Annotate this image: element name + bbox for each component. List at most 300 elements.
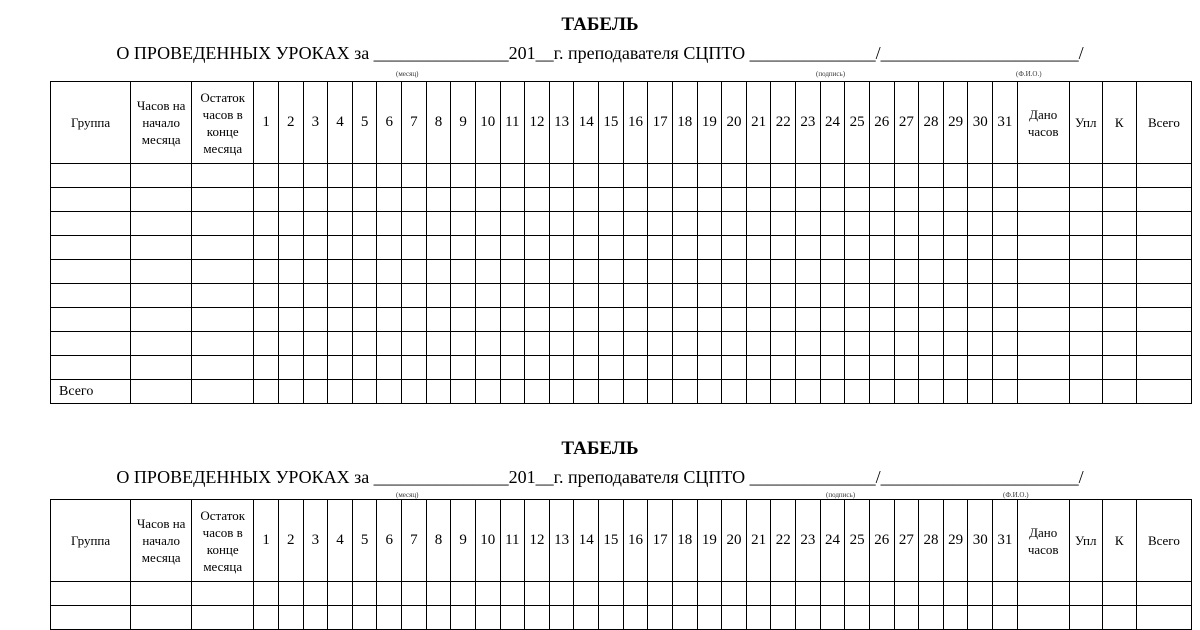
table-cell[interactable] [278,236,303,260]
table-cell[interactable] [1102,164,1136,188]
table-cell[interactable] [352,606,377,630]
table-cell[interactable] [796,308,821,332]
table-cell[interactable] [303,308,328,332]
table-cell[interactable] [746,582,771,606]
table-cell[interactable] [1017,236,1069,260]
table-cell[interactable] [722,164,747,188]
table-cell[interactable] [1102,212,1136,236]
table-cell[interactable] [525,236,550,260]
table-cell[interactable] [278,380,303,404]
table-cell[interactable] [599,260,624,284]
table-cell[interactable] [894,188,919,212]
table-cell[interactable] [746,332,771,356]
table-cell[interactable] [746,308,771,332]
table-cell[interactable] [746,188,771,212]
table-cell[interactable] [377,284,402,308]
table-cell[interactable] [377,606,402,630]
table-cell[interactable] [377,188,402,212]
table-cell[interactable] [475,606,500,630]
table-cell[interactable] [697,284,722,308]
table-cell[interactable] [746,236,771,260]
table-cell[interactable] [796,188,821,212]
table-cell[interactable] [475,188,500,212]
table-cell[interactable] [796,606,821,630]
table-cell[interactable] [1017,332,1069,356]
table-cell[interactable] [796,212,821,236]
table-cell[interactable] [278,260,303,284]
table-cell[interactable] [746,606,771,630]
table-cell[interactable] [525,582,550,606]
table-cell[interactable] [303,332,328,356]
table-cell[interactable] [192,332,254,356]
table-cell[interactable] [500,356,525,380]
table-cell[interactable] [796,284,821,308]
table-cell[interactable] [1102,284,1136,308]
table-cell[interactable] [402,332,427,356]
table-cell[interactable] [968,260,993,284]
table-cell[interactable] [796,260,821,284]
table-cell[interactable] [254,188,279,212]
table-cell[interactable] [328,356,353,380]
table-cell[interactable] [328,380,353,404]
table-cell[interactable] [475,380,500,404]
table-cell[interactable] [771,606,796,630]
table-cell[interactable] [549,164,574,188]
table-cell[interactable] [500,332,525,356]
table-cell[interactable] [943,332,968,356]
table-cell[interactable] [993,188,1018,212]
table-cell[interactable] [352,188,377,212]
table-cell[interactable] [943,188,968,212]
table-cell[interactable] [500,380,525,404]
table-cell[interactable] [192,260,254,284]
table-cell[interactable] [500,188,525,212]
table-cell[interactable] [426,212,451,236]
table-cell[interactable] [894,236,919,260]
table-cell[interactable] [1069,260,1102,284]
table-cell[interactable] [672,582,697,606]
table-cell[interactable] [943,606,968,630]
table-cell[interactable] [525,606,550,630]
table-cell[interactable] [254,380,279,404]
table-cell[interactable] [303,356,328,380]
table-cell[interactable] [968,188,993,212]
table-cell[interactable] [869,164,894,188]
table-cell[interactable] [451,260,476,284]
table-cell[interactable] [500,236,525,260]
table-cell[interactable] [549,188,574,212]
table-cell[interactable] [500,284,525,308]
table-cell[interactable] [303,284,328,308]
table-cell[interactable] [475,212,500,236]
table-cell[interactable] [1102,188,1136,212]
table-cell[interactable] [1069,606,1102,630]
table-cell[interactable] [352,380,377,404]
table-cell[interactable] [722,212,747,236]
table-cell[interactable] [894,164,919,188]
table-cell[interactable] [771,356,796,380]
table-cell[interactable] [426,582,451,606]
table-cell[interactable] [623,260,648,284]
table-cell[interactable] [1017,164,1069,188]
table-cell[interactable] [352,260,377,284]
table-cell[interactable] [599,308,624,332]
table-cell[interactable] [672,164,697,188]
table-cell[interactable] [894,606,919,630]
table-cell[interactable] [894,260,919,284]
table-cell[interactable] [796,356,821,380]
table-cell[interactable] [525,260,550,284]
table-cell[interactable] [968,606,993,630]
table-cell[interactable] [648,236,673,260]
table-cell[interactable] [623,356,648,380]
table-cell[interactable] [648,212,673,236]
table-cell[interactable] [352,236,377,260]
table-cell[interactable] [993,606,1018,630]
table-cell[interactable] [549,236,574,260]
table-cell[interactable] [968,356,993,380]
table-cell[interactable] [869,236,894,260]
table-cell[interactable] [574,332,599,356]
table-cell[interactable] [1069,164,1102,188]
table-cell[interactable] [820,380,845,404]
table-cell[interactable] [525,188,550,212]
table-cell[interactable] [426,188,451,212]
table-cell[interactable] [943,260,968,284]
table-cell[interactable] [402,212,427,236]
table-cell[interactable] [796,332,821,356]
table-cell[interactable] [278,308,303,332]
table-cell[interactable] [328,212,353,236]
table-cell[interactable] [1136,212,1191,236]
table-cell[interactable] [475,582,500,606]
table-cell[interactable] [845,236,870,260]
table-cell[interactable] [51,260,131,284]
table-cell[interactable] [352,332,377,356]
table-cell[interactable] [574,356,599,380]
table-cell[interactable] [993,308,1018,332]
table-cell[interactable] [377,164,402,188]
table-cell[interactable] [1017,260,1069,284]
table-cell[interactable] [192,236,254,260]
table-cell[interactable] [722,582,747,606]
table-cell[interactable] [451,332,476,356]
table-cell[interactable] [1102,236,1136,260]
table-cell[interactable] [697,236,722,260]
table-cell[interactable] [1069,356,1102,380]
table-cell[interactable] [51,308,131,332]
table-cell[interactable] [722,260,747,284]
table-cell[interactable] [648,164,673,188]
table-cell[interactable] [919,332,944,356]
table-cell[interactable] [697,380,722,404]
table-cell[interactable] [328,308,353,332]
table-cell[interactable] [845,308,870,332]
table-cell[interactable] [303,582,328,606]
table-cell[interactable] [254,260,279,284]
table-cell[interactable] [131,356,192,380]
table-cell[interactable] [254,212,279,236]
table-cell[interactable] [722,188,747,212]
table-cell[interactable] [328,260,353,284]
table-cell[interactable] [820,188,845,212]
table-cell[interactable] [943,236,968,260]
table-cell[interactable] [549,284,574,308]
table-cell[interactable] [574,582,599,606]
table-cell[interactable] [131,260,192,284]
table-cell[interactable] [648,308,673,332]
table-cell[interactable] [869,606,894,630]
table-cell[interactable] [672,356,697,380]
table-cell[interactable] [672,188,697,212]
table-cell[interactable] [500,212,525,236]
table-cell[interactable] [1017,606,1069,630]
table-cell[interactable] [352,284,377,308]
table-cell[interactable] [1102,582,1136,606]
table-cell[interactable] [254,284,279,308]
table-cell[interactable] [697,260,722,284]
table-cell[interactable] [254,236,279,260]
table-cell[interactable] [278,606,303,630]
table-cell[interactable] [599,332,624,356]
table-cell[interactable] [697,164,722,188]
table-cell[interactable] [820,164,845,188]
table-cell[interactable] [697,606,722,630]
table-cell[interactable] [968,284,993,308]
table-cell[interactable] [1136,356,1191,380]
table-cell[interactable] [303,260,328,284]
table-cell[interactable] [1136,164,1191,188]
table-cell[interactable] [845,606,870,630]
table-cell[interactable] [746,356,771,380]
table-cell[interactable] [968,582,993,606]
table-cell[interactable] [402,188,427,212]
table-cell[interactable] [919,260,944,284]
table-cell[interactable] [574,236,599,260]
table-cell[interactable] [574,380,599,404]
table-cell[interactable] [402,380,427,404]
table-cell[interactable] [254,164,279,188]
table-cell[interactable] [894,582,919,606]
table-cell[interactable] [192,284,254,308]
table-cell[interactable] [1069,188,1102,212]
table-cell[interactable] [451,356,476,380]
table-cell[interactable] [894,380,919,404]
table-cell[interactable] [771,308,796,332]
table-cell[interactable] [131,236,192,260]
table-cell[interactable] [475,260,500,284]
table-cell[interactable] [697,332,722,356]
table-cell[interactable] [993,356,1018,380]
table-cell[interactable] [377,380,402,404]
table-cell[interactable] [869,188,894,212]
table-cell[interactable] [672,332,697,356]
table-cell[interactable] [426,164,451,188]
table-cell[interactable] [1136,606,1191,630]
table-cell[interactable] [599,606,624,630]
table-cell[interactable] [451,380,476,404]
table-cell[interactable] [943,356,968,380]
table-cell[interactable] [993,212,1018,236]
table-cell[interactable] [919,308,944,332]
table-cell[interactable] [771,188,796,212]
table-cell[interactable] [1102,332,1136,356]
table-cell[interactable] [968,332,993,356]
table-cell[interactable] [525,332,550,356]
table-cell[interactable] [51,332,131,356]
table-cell[interactable] [722,284,747,308]
table-cell[interactable] [869,308,894,332]
table-cell[interactable] [426,606,451,630]
table-cell[interactable] [672,308,697,332]
table-cell[interactable] [549,260,574,284]
table-cell[interactable] [525,212,550,236]
table-cell[interactable] [919,284,944,308]
table-cell[interactable] [278,164,303,188]
table-cell[interactable] [771,380,796,404]
table-cell[interactable] [51,212,131,236]
table-cell[interactable] [402,164,427,188]
table-cell[interactable] [845,284,870,308]
table-cell[interactable] [1136,332,1191,356]
table-cell[interactable] [549,332,574,356]
table-cell[interactable] [869,260,894,284]
table-cell[interactable] [352,308,377,332]
table-cell[interactable] [278,582,303,606]
table-cell[interactable] [525,356,550,380]
table-cell[interactable] [919,212,944,236]
table-cell[interactable] [303,188,328,212]
table-cell[interactable] [500,582,525,606]
table-cell[interactable] [820,284,845,308]
table-cell[interactable] [402,606,427,630]
table-cell[interactable] [51,188,131,212]
table-cell[interactable] [1069,308,1102,332]
table-cell[interactable] [1136,380,1191,404]
table-cell[interactable] [746,164,771,188]
table-cell[interactable] [51,606,131,630]
table-cell[interactable] [574,606,599,630]
table-cell[interactable] [500,164,525,188]
table-cell[interactable] [451,188,476,212]
table-cell[interactable] [1069,332,1102,356]
table-cell[interactable] [1136,188,1191,212]
table-cell[interactable] [796,164,821,188]
table-cell[interactable] [402,236,427,260]
table-cell[interactable] [192,606,254,630]
table-cell[interactable] [451,582,476,606]
table-cell[interactable] [192,308,254,332]
table-cell[interactable] [328,188,353,212]
table-cell[interactable] [278,332,303,356]
table-cell[interactable] [672,236,697,260]
table-cell[interactable] [402,308,427,332]
table-cell[interactable] [1069,212,1102,236]
table-cell[interactable] [697,212,722,236]
table-cell[interactable] [131,332,192,356]
table-cell[interactable] [328,582,353,606]
table-cell[interactable] [648,356,673,380]
table-cell[interactable] [254,356,279,380]
table-cell[interactable] [672,212,697,236]
table-cell[interactable] [549,582,574,606]
table-cell[interactable] [192,356,254,380]
table-cell[interactable] [426,284,451,308]
table-cell[interactable] [51,356,131,380]
table-cell[interactable] [623,380,648,404]
table-cell[interactable] [131,284,192,308]
table-cell[interactable] [623,332,648,356]
table-cell[interactable] [1102,308,1136,332]
table-cell[interactable] [722,380,747,404]
table-cell[interactable] [475,332,500,356]
table-cell[interactable] [845,164,870,188]
table-cell[interactable] [599,164,624,188]
table-cell[interactable] [648,284,673,308]
table-cell[interactable] [1017,188,1069,212]
table-cell[interactable] [328,332,353,356]
table-cell[interactable] [919,356,944,380]
table-cell[interactable] [131,380,192,404]
table-cell[interactable] [722,606,747,630]
table-cell[interactable] [1136,308,1191,332]
table-cell[interactable] [771,164,796,188]
table-cell[interactable] [131,308,192,332]
table-cell[interactable] [722,236,747,260]
table-cell[interactable] [968,164,993,188]
table-cell[interactable] [549,356,574,380]
table-cell[interactable] [599,188,624,212]
table-cell[interactable] [993,236,1018,260]
table-cell[interactable] [426,380,451,404]
table-cell[interactable] [672,284,697,308]
table-cell[interactable] [648,260,673,284]
table-cell[interactable] [377,236,402,260]
table-cell[interactable] [771,236,796,260]
table-cell[interactable] [623,236,648,260]
table-cell[interactable] [919,380,944,404]
table-cell[interactable] [475,356,500,380]
table-cell[interactable] [919,606,944,630]
table-cell[interactable] [192,212,254,236]
table-cell[interactable] [1102,380,1136,404]
table-cell[interactable] [820,356,845,380]
table-cell[interactable] [746,212,771,236]
table-cell[interactable] [919,582,944,606]
table-cell[interactable] [426,356,451,380]
table-cell[interactable] [574,164,599,188]
table-cell[interactable] [968,308,993,332]
table-cell[interactable] [771,260,796,284]
table-cell[interactable] [51,236,131,260]
table-cell[interactable] [303,236,328,260]
table-cell[interactable] [574,260,599,284]
table-cell[interactable] [549,606,574,630]
table-cell[interactable] [968,236,993,260]
table-cell[interactable] [599,236,624,260]
table-cell[interactable] [697,582,722,606]
table-cell[interactable] [869,284,894,308]
table-cell[interactable] [1069,236,1102,260]
table-cell[interactable] [402,284,427,308]
table-cell[interactable] [869,380,894,404]
table-cell[interactable] [722,308,747,332]
table-cell[interactable] [894,308,919,332]
table-cell[interactable] [820,236,845,260]
table-cell[interactable] [697,308,722,332]
table-cell[interactable] [771,582,796,606]
table-cell[interactable] [1017,284,1069,308]
